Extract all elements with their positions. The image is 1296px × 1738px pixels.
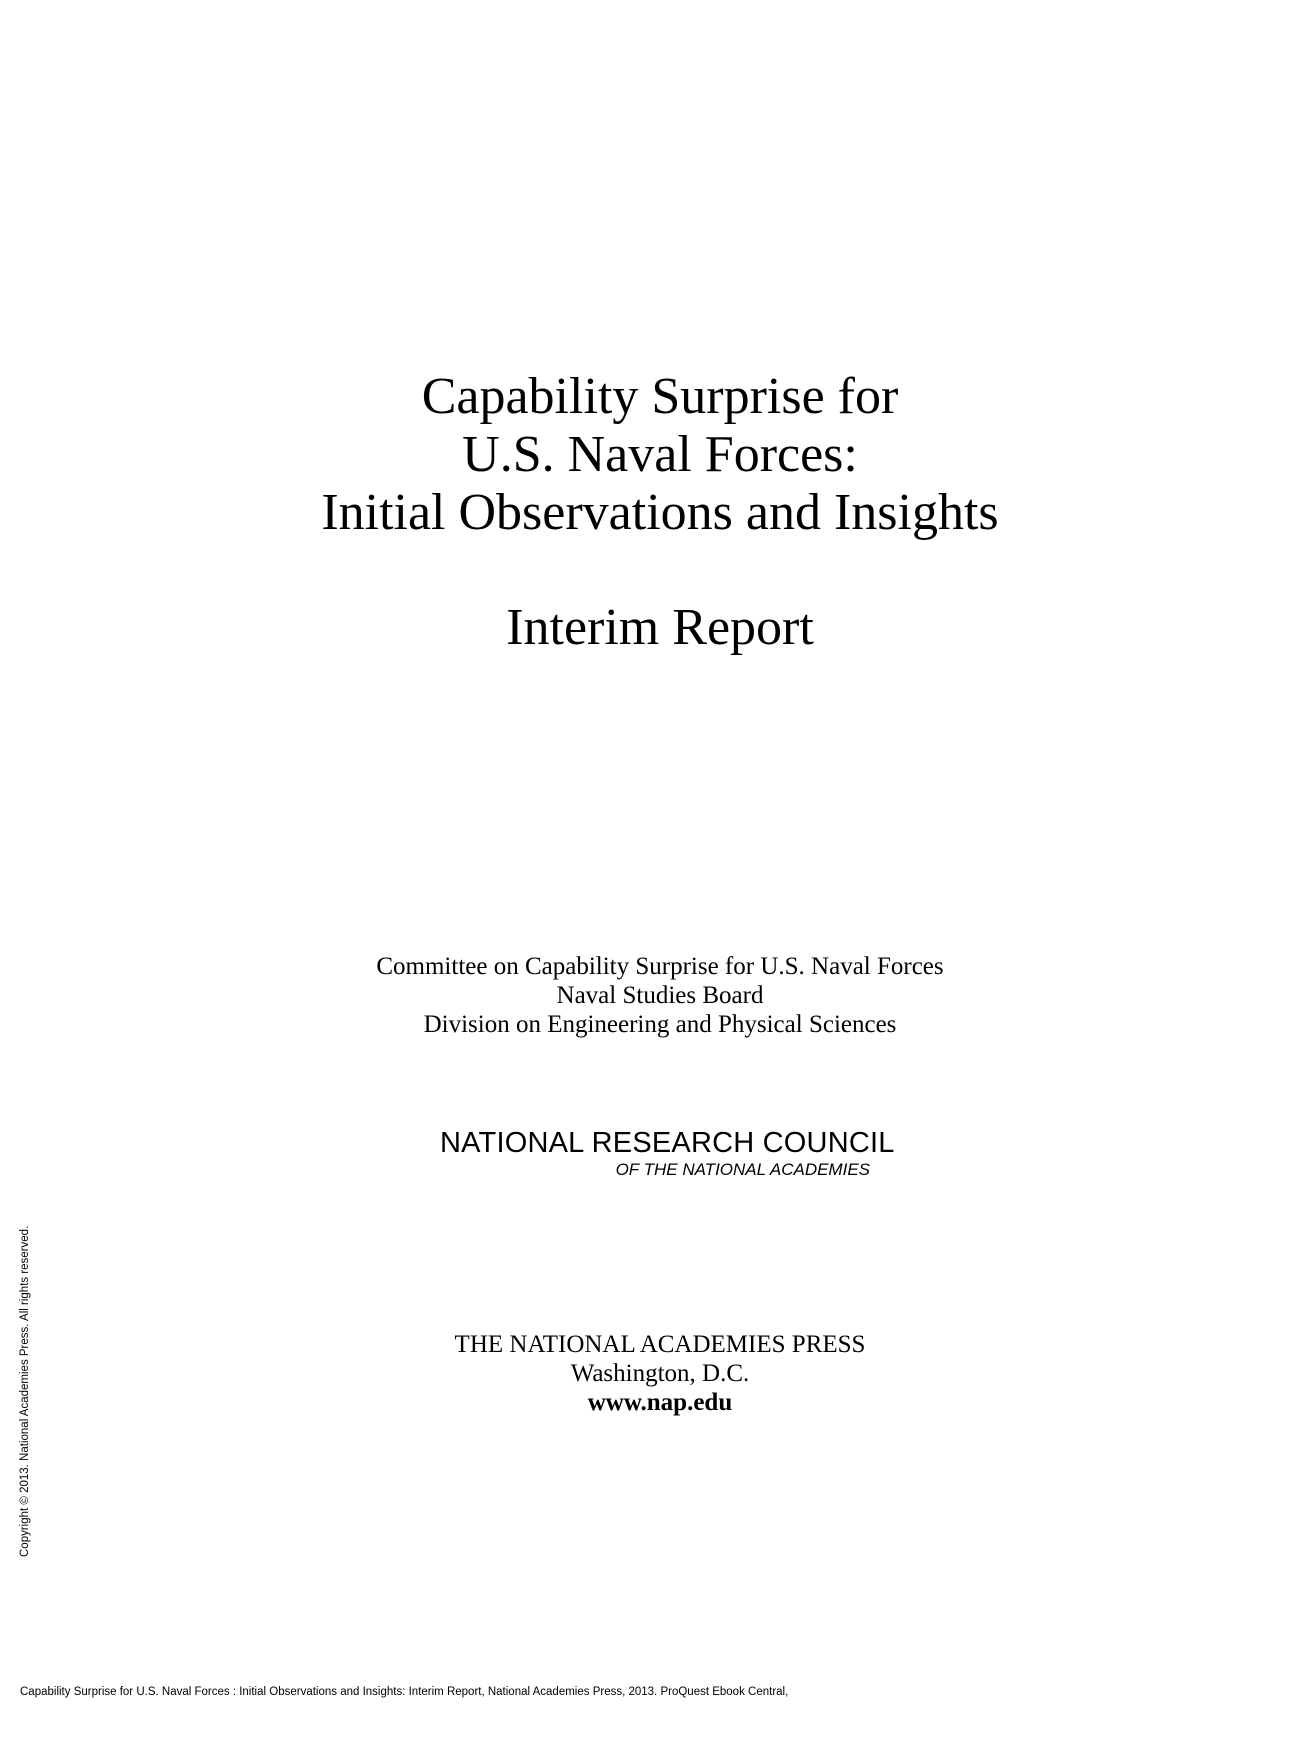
- publisher-name: THE NATIONAL ACADEMIES PRESS: [454, 1331, 866, 1358]
- report-title-line-3: Initial Observations and Insights: [321, 484, 999, 541]
- publisher-block: [0, 1330, 1296, 1417]
- publisher-url[interactable]: www.nap.edu: [587, 1389, 733, 1416]
- committee-credits: [0, 952, 1296, 1039]
- division-name: Division on Engineering and Physical Sciences: [423, 1011, 897, 1038]
- report-subtitle: Interim Report: [506, 599, 814, 656]
- report-title: [0, 368, 1296, 542]
- nrc-logo-name: NATIONAL RESEARCH COUNCIL: [440, 1127, 895, 1159]
- nrc-logo: [440, 1126, 895, 1180]
- nrc-logo-tagline: OF THE NATIONAL ACADEMIES: [615, 1160, 870, 1179]
- board-name: Naval Studies Board: [556, 982, 764, 1009]
- publisher-city: Washington, D.C.: [570, 1360, 750, 1387]
- committee-name: Committee on Capability Surprise for U.S. Naval Forces: [376, 953, 944, 980]
- report-title-line-2: U.S. Naval Forces:: [462, 426, 858, 483]
- footer-citation: Capability Surprise for U.S. Naval Forces : Initial Observations and Insights: Interim Report, National Academies Press, 2013. ProQuest Ebook Central,: [20, 1686, 789, 1698]
- copyright-notice: Copyright © 2013. National Academies Press. All rights reserved.: [19, 1225, 31, 1557]
- report-title-line-1: Capability Surprise for: [421, 368, 899, 425]
